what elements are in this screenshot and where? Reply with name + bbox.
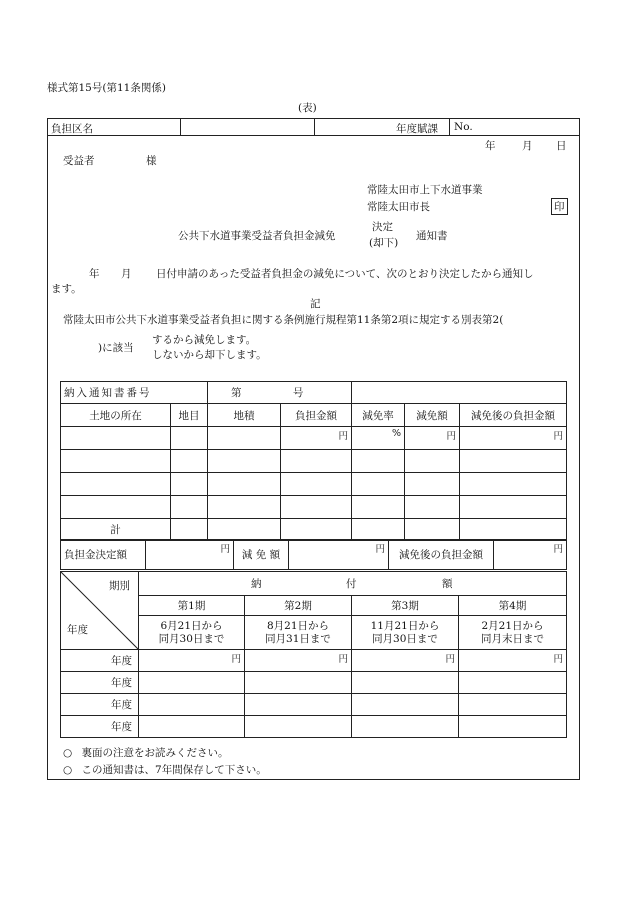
row-year-label: 年度 [61, 716, 139, 738]
table-row [61, 694, 567, 716]
col-charge-amount: 負担金額 [281, 404, 352, 427]
notice-no-dai: 第 [231, 387, 242, 399]
form-number: 様式第15号(第11条関係) [47, 82, 166, 94]
date-day: 日 [556, 140, 567, 152]
payment-label-3: 額 [442, 578, 453, 590]
unit-yen: 円 [281, 427, 352, 450]
col-charge-after: 減免後の負担金額 [460, 404, 567, 427]
row-year-label: 年度 [61, 694, 139, 716]
note-2-bullet: ○ [63, 764, 73, 776]
year-label: 年度 [67, 624, 88, 636]
period-3-from: 11月21日から [370, 619, 440, 632]
applies-text: )に該当 [98, 342, 134, 354]
seal-mark: 印 [551, 198, 568, 215]
period-4-name: 第4期 [459, 596, 567, 616]
notice-no-cell [208, 382, 352, 404]
period-4-dates [459, 616, 567, 650]
area-label: 負担区名 [51, 123, 93, 135]
after-unit: 円 [494, 540, 567, 570]
notice-no-label: 納入通知書番号 [61, 382, 208, 404]
col-exemption-amount: 減免額 [405, 404, 460, 427]
land-table [60, 381, 567, 541]
recipient-label: 受益者 [63, 155, 95, 167]
recipient-honorific: 様 [146, 155, 157, 167]
unit-yen: 円 [459, 650, 567, 672]
notice-title-rejection: (却下) [369, 237, 399, 249]
no-label: No. [454, 121, 473, 133]
table-row [61, 650, 567, 672]
notice-title-suffix: 通知書 [416, 230, 448, 242]
period-1-to: 同月30日まで [158, 632, 225, 645]
row-year-label: 年度 [61, 672, 139, 694]
unit-yen: 円 [405, 427, 460, 450]
col-land-category: 地目 [171, 404, 208, 427]
option-exempt: するから減免します。 [152, 334, 257, 346]
period-2-to: 同月31日まで [265, 632, 331, 645]
date-year: 年 [485, 140, 496, 152]
note-1 [63, 745, 229, 760]
body-year: 年 [89, 268, 100, 280]
note-1-text: 裏面の注意をお読みください。 [81, 747, 229, 759]
period-year-header [61, 572, 139, 650]
col-land-area: 地積 [208, 404, 281, 427]
body-month: 月 [121, 268, 132, 280]
exempt-unit: 円 [289, 540, 389, 570]
table-row [61, 672, 567, 694]
exempt-label: 減 免 額 [234, 540, 289, 570]
assessment-label: 年度賦課 [396, 123, 438, 135]
unit-percent: % [352, 427, 405, 450]
payment-label-1: 納 [251, 578, 262, 590]
notice-no-blank [352, 382, 567, 404]
period-3-name: 第3期 [352, 596, 459, 616]
period-3-dates [352, 616, 459, 650]
unit-yen: 円 [352, 650, 459, 672]
decided-unit: 円 [146, 540, 234, 570]
table-row [61, 427, 567, 450]
table-row [61, 450, 567, 473]
col-land-location: 土地の所在 [61, 404, 171, 427]
payment-label-2: 付 [346, 578, 357, 590]
row-year-label: 年度 [61, 650, 139, 672]
issuer-line1: 常陸太田市上下水道事業 [367, 184, 483, 196]
period-1-dates [139, 616, 245, 650]
issuer-line2: 常陸太田市長 [367, 201, 430, 213]
ki-label: 記 [310, 298, 321, 310]
body-text-line1: 日付申請のあった受益者負担金の減免について、次のとおり決定したから通知し [156, 268, 534, 280]
decided-label: 負担金決定額 [61, 540, 146, 570]
period-4-to: 同月末日まで [481, 632, 544, 645]
option-reject: しないから却下します。 [152, 349, 267, 361]
unit-yen: 円 [245, 650, 352, 672]
regulation-text: 常陸太田市公共下水道事業受益者負担に関する条例施行規程第11条第2項に規定する別表第2( [63, 314, 504, 326]
period-1-from: 6月21日から [160, 619, 223, 632]
body-text-line2: ます。 [51, 283, 82, 295]
period-2-dates [245, 616, 352, 650]
period-1-name: 第1期 [139, 596, 245, 616]
table-row [61, 473, 567, 496]
notice-title-prefix: 公共下水道事業受益者負担金減免 [178, 230, 336, 242]
amounts-table [60, 539, 567, 570]
period-label: 期別 [109, 580, 130, 592]
period-4-from: 2月21日から [481, 619, 544, 632]
col-exemption-rate: 減免率 [352, 404, 405, 427]
notice-title-decision: 決定 [372, 221, 393, 233]
unit-yen: 円 [460, 427, 567, 450]
period-3-to: 同月30日まで [372, 632, 438, 645]
table-row [61, 496, 567, 519]
note-2 [63, 762, 267, 777]
date-month: 月 [522, 140, 533, 152]
total-label: 計 [61, 519, 171, 541]
table-row [61, 716, 567, 738]
note-2-text: この通知書は、7年間保存して下さい。 [81, 764, 267, 776]
payment-table [60, 571, 567, 738]
period-2-from: 8月21日から [266, 619, 330, 632]
after-label: 減免後の負担金額 [389, 540, 494, 570]
payment-amount-header [139, 572, 567, 596]
unit-yen: 円 [139, 650, 245, 672]
form-side-label: (表) [298, 102, 317, 114]
period-2-name: 第2期 [245, 596, 352, 616]
notice-no-go: 号 [292, 387, 304, 399]
note-1-bullet: ○ [63, 747, 73, 759]
total-row [61, 519, 567, 541]
